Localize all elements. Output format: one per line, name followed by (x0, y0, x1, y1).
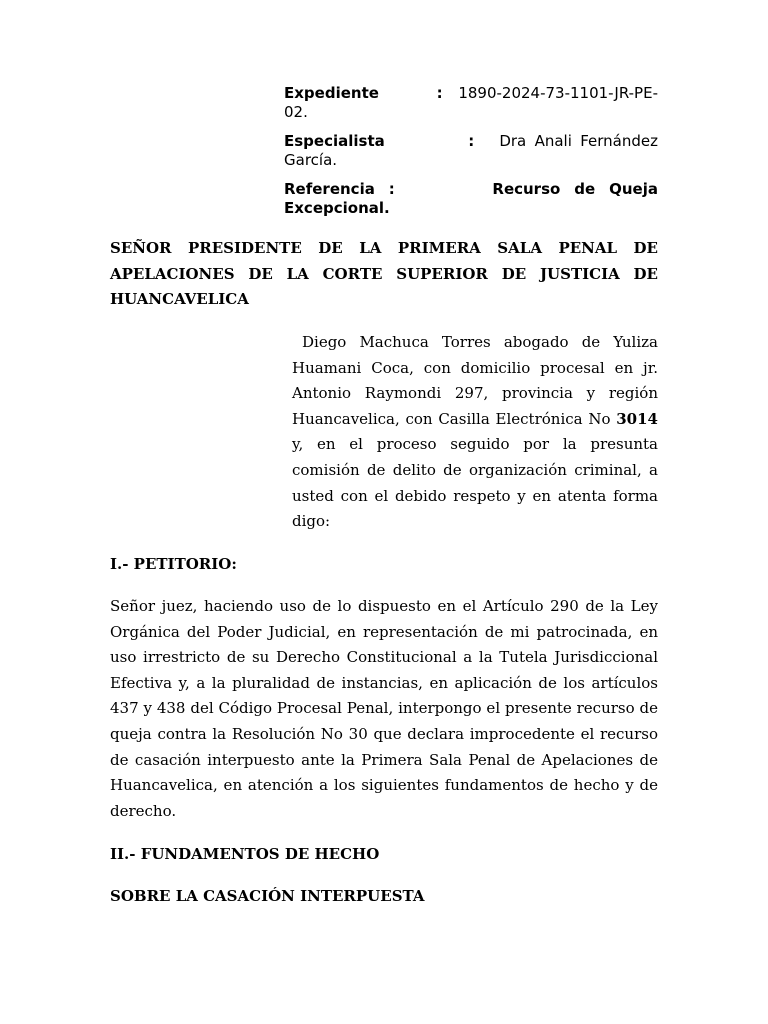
especialista-value: Dra Anali Fernández García. (284, 132, 659, 169)
especialista-row (284, 132, 658, 170)
expediente-separator: : (436, 84, 443, 102)
especialista-label: Especialista (284, 132, 385, 150)
case-header (284, 84, 658, 228)
intro-paragraph (292, 330, 658, 535)
fundamentos-hecho-heading: II.- FUNDAMENTOS DE HECHO (110, 845, 380, 863)
especialista-separator: : (468, 132, 475, 150)
petitorio-paragraph: Señor juez, haciendo uso de lo dispuesto en el Artículo 290 de la Ley Orgánica del Poder Judicial, en representación de mi patrocinada, en uso irrestricto de su Derecho Constitucional a la Tutela Jurisdiccional Efectiva y, a la pluralidad de instancias, en aplicación de los artículos 437 y 438 del Código Procesal Penal, interpongo el presente recurso de queja contra la Resolución No 30 que declara improcedente el recurso de casación interpuesto ante la Primera Sala Penal de Apelaciones de Huancavelica, en atención a los siguientes fundamentos de hecho y de derecho. (110, 597, 658, 820)
referencia-row (284, 180, 658, 218)
intro-text-part1: Diego Machuca Torres abogado de Yuliza Huamani Coca, con domicilio procesal en jr. Antonio Raymondi 297, provincia y región Huancavelica, con Casilla Electrónica No (292, 333, 658, 428)
intro-text-part2: y, en el proceso seguido por la presunta comisión de delito de organización criminal, a usted con el debido respeto y en atenta forma digo: (292, 435, 658, 531)
expediente-value: 1890-2024-73-1101-JR-PE-02. (284, 84, 658, 121)
addressee: SEÑOR PRESIDENTE DE LA PRIMERA SALA PENAL DE APELACIONES DE LA CORTE SUPERIOR DE JUSTICIA DE HUANCAVELICA (110, 239, 658, 309)
referencia-value: Recurso de Queja Excepcional. (284, 180, 658, 217)
expediente-label: Expediente (284, 84, 379, 102)
referencia-label: Referencia (284, 180, 375, 198)
casilla-number: 3014 (616, 409, 658, 428)
referencia-separator: : (388, 180, 395, 198)
petitorio-heading: I.- PETITORIO: (110, 555, 237, 573)
casacion-heading: SOBRE LA CASACIÓN INTERPUESTA (110, 887, 425, 905)
expediente-row (284, 84, 658, 122)
